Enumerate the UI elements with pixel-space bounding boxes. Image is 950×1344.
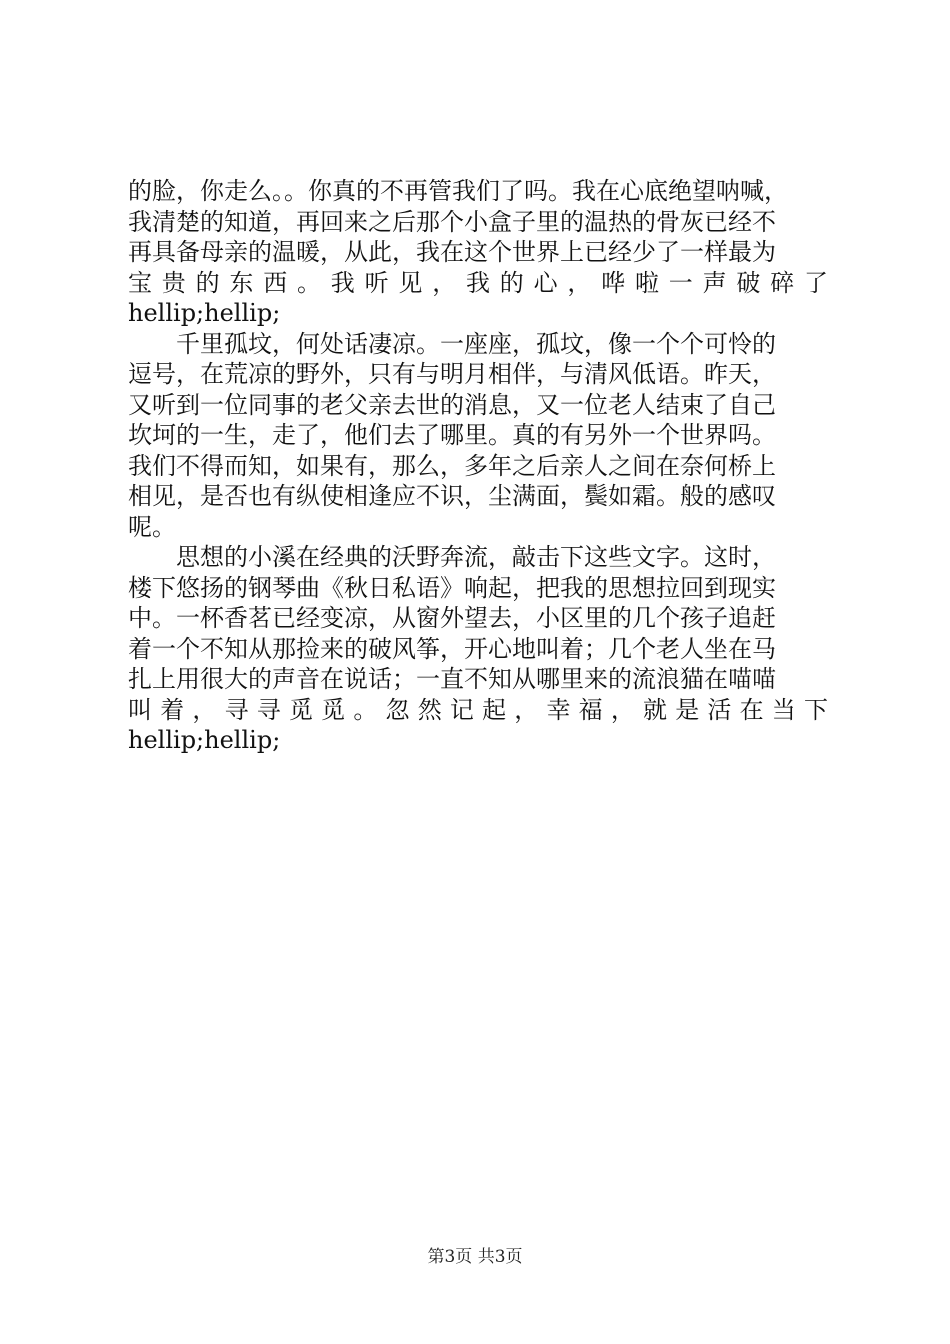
text-line: 我清楚的知道，再回来之后那个小盒子里的温热的骨灰已经不 — [128, 207, 776, 236]
text-line: 中。一杯香茗已经变凉，从窗外望去，小区里的几个孩子追赶 — [128, 604, 776, 632]
page-footer: 第3页 共3页 — [427, 1247, 523, 1267]
text-line: hellip;hellip; — [128, 299, 281, 327]
text-line: 扎上用很大的声音在说话；一直不知从哪里来的流浪猫在喵喵 — [128, 665, 776, 693]
text-line: 呢。 — [128, 512, 176, 541]
text-line: 叫着，寻寻觅觅。忽然记起，幸福，就是活在当下 — [128, 695, 828, 724]
text-line: 的脸，你走么。。你真的不再管我们了吗。我在心底绝望呐喊， — [128, 177, 788, 205]
text-line: 思想的小溪在经典的沃野奔流，敲击下这些文字。这时， — [128, 543, 776, 571]
text-line: 又听到一位同事的老父亲去世的消息，又一位老人结束了自己 — [128, 390, 776, 419]
text-line: 相见，是否也有纵使相逢应不识，尘满面，鬓如霜。般的感叹 — [128, 482, 776, 510]
document-body — [128, 176, 828, 756]
text-line: 楼下悠扬的钢琴曲《秋日私语》响起，把我的思想拉回到现实 — [128, 573, 776, 602]
text-line: 逗号，在荒凉的野外，只有与明月相伴，与清风低语。昨天， — [128, 360, 776, 388]
text-line: 坎坷的一生，走了，他们去了哪里。真的有另外一个世界吗。 — [128, 421, 776, 449]
text-line: hellip;hellip; — [128, 726, 281, 754]
text-line: 再具备母亲的温暖，从此，我在这个世界上已经少了一样最为 — [128, 238, 776, 266]
text-line: 着一个不知从那捡来的破风筝，开心地叫着；几个老人坐在马 — [128, 634, 776, 663]
text-line: 宝贵的东西。我听见，我的心，哗啦一声破碎了 — [128, 268, 828, 297]
text-line: 千里孤坟，何处话凄凉。一座座，孤坟，像一个个可怜的 — [128, 329, 776, 358]
text-line: 我们不得而知，如果有，那么，多年之后亲人之间在奈何桥上 — [128, 451, 776, 480]
